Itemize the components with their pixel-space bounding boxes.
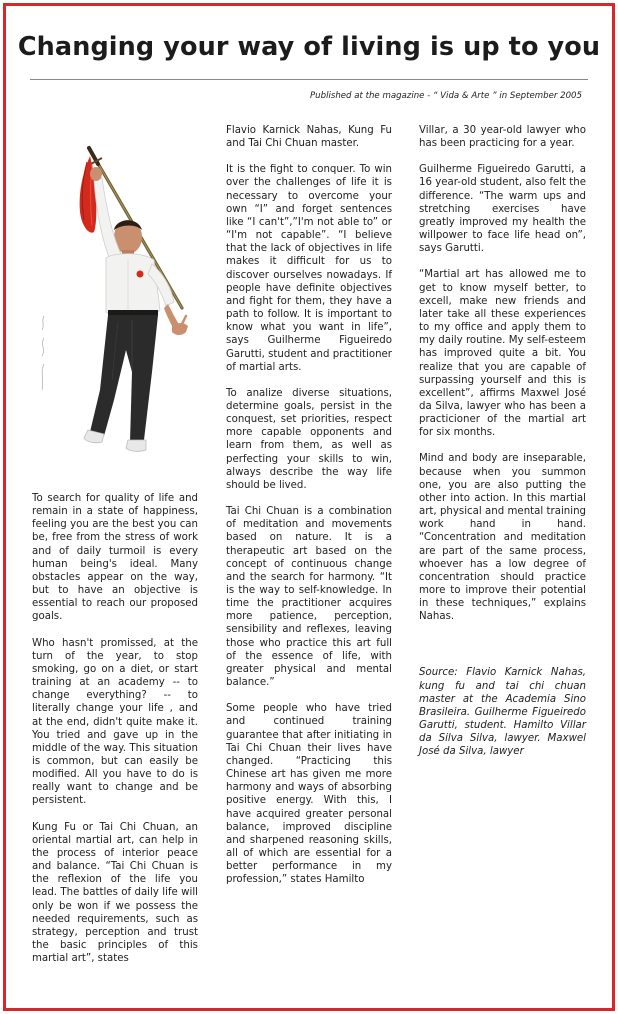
paragraph: Some people who have tried and continued training guarantee that after initiating in Tai Chi Chuan their lives have changed. “Practicing this Chinese art has given me more harmony and ways of absorbing positive energy. With this, I have acquired greater personal balance, improved discipline and sharpened reasoning skills, all of which are essential for a better performance in my profession,” states Hamilto <box>226 703 392 886</box>
paragraph: Flavio Karnick Nahas, Kung Fu and Tai Chi Chuan master. <box>226 125 392 150</box>
paragraph: It is the fight to conquer. To win over the challenges of life it is necessary to overcome your own “I” and forget sentences like “I can't”,”I'm not able to” or “I'm not capable”. “I believe that the lack of objectives in life makes it difficult for us to discover ourselves nowadays. If people have definite objectives and fight for them, they have a path to follow. It is important to know what you want in life”, says Guilherme Figueiredo Garutti, student and practitioner of martial arts. <box>226 164 392 373</box>
paragraph: Guilherme Figueiredo Garutti, a 16 year-old student, also felt the difference. “The warm ups and stretching exercises have greatly improved my health the willpower to face life head on”, says Garutti. <box>419 164 586 255</box>
publication-note: Published at the magazine - “ Vida & Arte ” in September 2005 <box>309 91 582 101</box>
title-divider <box>30 79 588 80</box>
paragraph: “Martial art has allowed me to get to know myself better, to excell, make new friends and later take all these experiences to my office and apply them to my daily routine. My self-esteem has improved quite a bit. You realize that you are capable of surpassing yourself and this is excellent”, affirms Maxwel José da Silva, lawyer who has been a practicioner of the martial art for six months. <box>419 269 586 439</box>
source-note: Source: Flavio Karnick Nahas, kung fu and tai chi chuan master at the Academia Sino Brasileira. Guilherme Figueiredo Garutti, student. Hamilto Villar da Silva Silva, lawyer. Maxwel José da Silva, lawyer <box>419 667 586 758</box>
article-column-3 <box>419 124 586 772</box>
paragraph: Villar, a 30 year-old lawyer who has been practicing for a year. <box>419 125 586 150</box>
paragraph: Tai Chi Chuan is a combination of meditation and movements based on nature. It is a therapeutic art based on the concept of continuous change and the search for harmony. “It is the way to self-knowledge. In time the practitioner acquires more patience, perception, sensibility and reflexes, leaving those who practice this art full of the essence of life, with greater physical and mental balance.” <box>226 506 392 689</box>
paragraph: To search for quality of life and remain in a state of happiness, feeling you are the best you can be, free from the stress of work and of daily turmoil is every human being's ideal. Many obstacles appear on the way, but to have an objective is essential to reach our proposed goals. <box>32 493 198 623</box>
article-title: Changing your way of living is up to you <box>17 32 601 62</box>
paragraph: To analize diverse situations, determine goals, persist in the conquest, set priorities, respect more capable opponents and learn from them, as well as perfecting your skills to win, always describe the way life should be lived. <box>226 387 392 491</box>
article-photo <box>32 140 200 485</box>
paragraph: Kung Fu or Tai Chi Chuan, an oriental martial art, can help in the process of interior peace and balance. “Tai Chi Chuan is the reflexion of the life you lead. The battles of daily life will only be won if we possess the needed requirements, such as strategy, perception and trust the basic principles of this martial art”, states <box>32 821 198 965</box>
paragraph: Mind and body are inseparable, because when you summon one, you are also putting the other into action. In this martial art, physical and mental training work hand in hand. “Concentration and meditation are part of the same process, whoever has a low degree of concentration should practice more to improve their potential in these techniques,” explains Nahas. <box>419 453 586 623</box>
paragraph: Who hasn't promissed, at the turn of the year, to stop smoking, go on a diet, or start training at an academy -- to change everything? -- to literally change your life , and at the end, didn't quite make it. You tried and gave up in the middle of the way. This situation is common, but can easily be modified. All you have to do is really want to change and be persistent. <box>32 637 198 807</box>
article-column-1 <box>32 492 198 978</box>
article-column-2 <box>226 124 392 899</box>
